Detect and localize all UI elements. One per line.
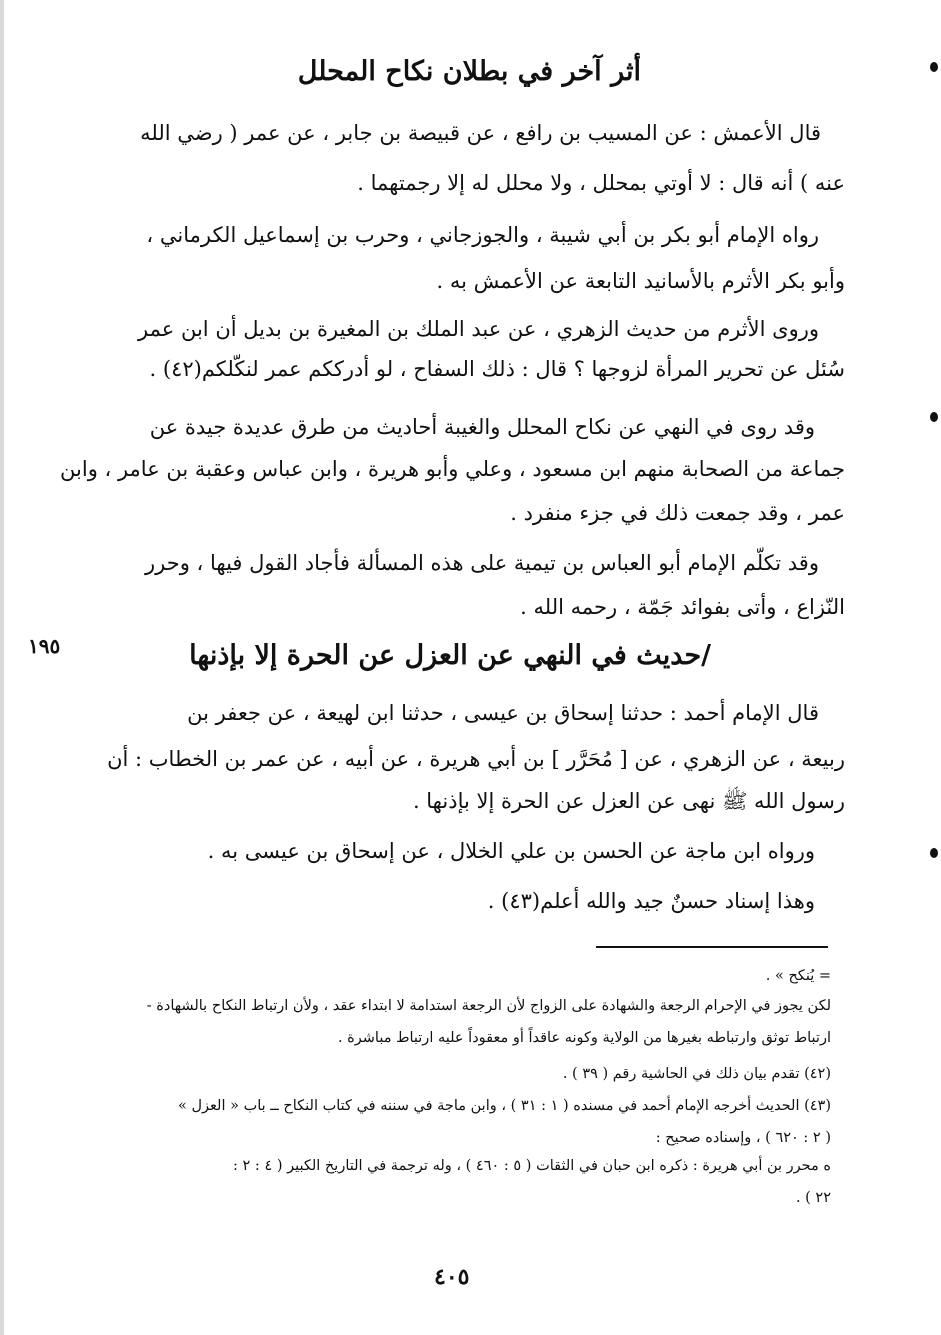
paragraph-line: عمر ، وقد جمعت ذلك في جزء منفرد . <box>510 501 845 525</box>
paragraph-line: رواه الإمام أبو بكر بن أبي شيبة ، والجوزجاني ، وحرب بن إسماعيل الكرماني ، <box>146 223 819 247</box>
margin-page-number: ١٩٥ <box>28 634 61 658</box>
footnote-line: ه محرر بن أبي هريرة : ذكره ابن حبان في الثقات ( ٥ : ٤٦٠ ) ، وله ترجمة في التاريخ الكبير ( ٤ : ٢ : <box>233 1158 831 1174</box>
paragraph-line: النّزاع ، وأتى بفوائد جَمّة ، رحمه الله . <box>520 595 845 619</box>
section-heading: /حديث في النهي عن العزل عن الحرة إلا بإذنها <box>189 640 711 671</box>
page-edge-shadow <box>0 0 4 1335</box>
scan-speck <box>930 412 938 422</box>
footnote-separator <box>596 946 828 948</box>
paragraph-line: قال الأعمش : عن المسيب بن رافع ، عن قبيصة بن جابر ، عن عمر ( رضي الله <box>140 121 821 145</box>
page-number: ٤٠٥ <box>434 1264 470 1290</box>
footnote-line: (٤٢) تقدم بيان ذلك في الحاشية رقم ( ٣٩ ) . <box>562 1066 831 1082</box>
footnote-line: لكن يجوز في الإحرام الرجعة والشهادة على الزواج لأن الرجعة استدامة لا ابتداء عقد ، ولأن ارتباط النكاح بالشهادة - <box>146 998 831 1014</box>
scan-speck <box>930 848 938 858</box>
paragraph-line: ربيعة ، عن الزهري ، عن [ مُحَرَّر ] بن أبي هريرة ، عن أبيه ، عن عمر بن الخطاب : أن <box>107 747 845 771</box>
paragraph-line: وأبو بكر الأثرم بالأسانيد التابعة عن الأعمش به . <box>436 269 845 293</box>
footnote-line: ( ٢ : ٦٢٠ ) ، وإسناده صحيح : <box>655 1130 831 1146</box>
paragraph-line: وهذا إسناد حسنٌ جيد والله أعلم(٤٣) . <box>487 889 815 913</box>
footnote-line: ٢٢ ) . <box>795 1190 831 1206</box>
paragraph-line: وروى الأثرم من حديث الزهري ، عن عبد الملك بن المغيرة بن بديل أن ابن عمر <box>138 317 819 341</box>
section-heading: أثر آخر في بطلان نكاح المحلل <box>297 56 641 87</box>
paragraph-line: سُئل عن تحرير المرأة لزوجها ؟ قال : ذلك السفاح ، لو أدرككم عمر لنكّلكم(٤٢) . <box>149 357 845 381</box>
paragraph-line: وقد روى في النهي عن نكاح المحلل والغيبة أحاديث من طرق عديدة جيدة عن <box>149 415 815 439</box>
paragraph-line: عنه ) أنه قال : لا أوتي بمحلل ، ولا محلل له إلا رجمتهما . <box>357 171 845 195</box>
scan-speck <box>930 62 938 72</box>
footnote-line: = يُنكح » . <box>765 968 831 984</box>
footnote-line: ارتباط توثق وارتباطه بغيرها من الولاية وكونه عاقداً أو معقوداً عليه ارتباط مباشرة . <box>337 1030 831 1046</box>
paragraph-line: رسول الله ﷺ نهى عن العزل عن الحرة إلا بإذنها . <box>412 789 845 813</box>
footnote-line: (٤٣) الحديث أخرجه الإمام أحمد في مسنده ( ١ : ٣١ ) ، وابن ماجة في سننه في كتاب النكاح ــ باب « العزل » <box>178 1098 831 1114</box>
paragraph-line: ورواه ابن ماجة عن الحسن بن علي الخلال ، عن إسحاق بن عيسى به . <box>207 839 815 863</box>
paragraph-line: وقد تكلّم الإمام أبو العباس بن تيمية على هذه المسألة فأجاد القول فيها ، وحرر <box>145 551 819 575</box>
paragraph-line: جماعة من الصحابة منهم ابن مسعود ، وعلي وأبو هريرة ، وابن عباس وعقبة بن عامر ، وابن <box>60 457 845 481</box>
paragraph-line: قال الإمام أحمد : حدثنا إسحاق بن عيسى ، حدثنا ابن لهيعة ، عن جعفر بن <box>187 701 819 725</box>
